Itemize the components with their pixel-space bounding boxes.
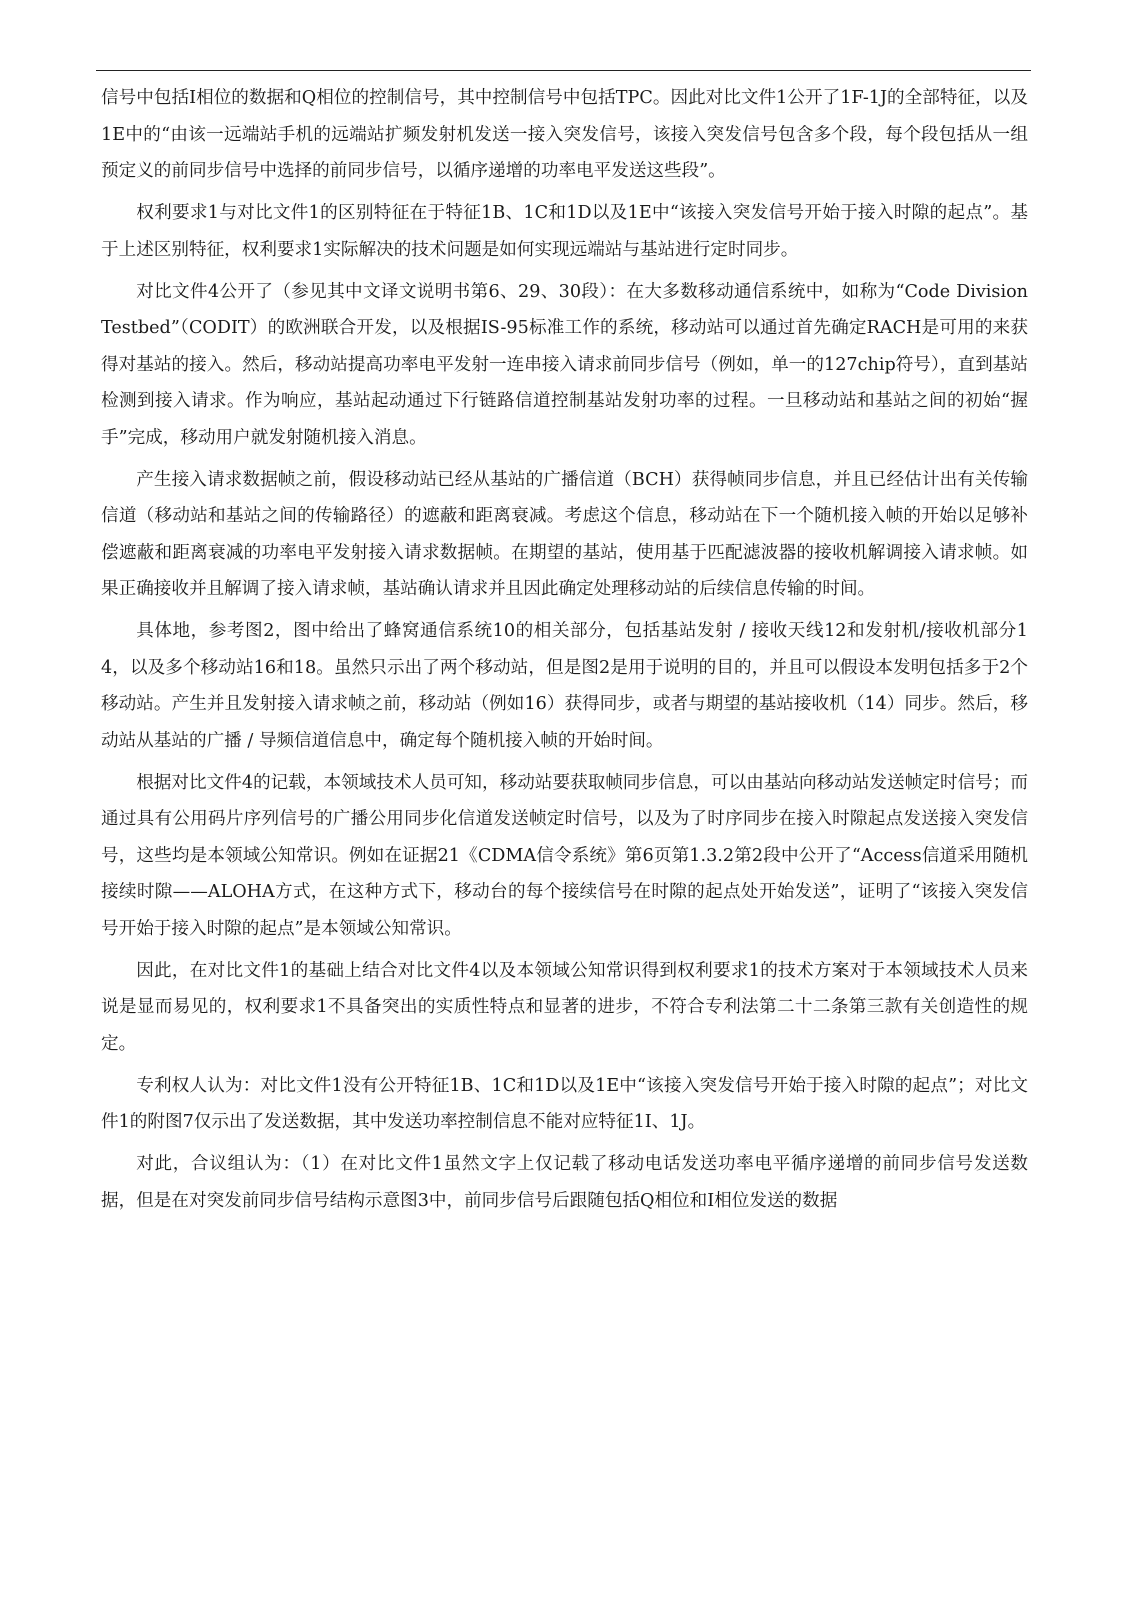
paragraph-5: 具体地，参考图2，图中给出了蜂窝通信系统10的相关部分，包括基站发射 / 接收天线12和发射机/接收机部分14，以及多个移动站16和18。虽然只示出了两个移动站，但是图2是用于说明的目的，并且可以假设本发明包括多于2个移动站。产生并且发射接入请求帧之前，移动站（例如16）获得同步，或者与期望的基站接收机（14）同步。然后，移动站从基站的广播 / 导频信道信息中，确定每个随机接入帧的开始时间。 [101,621,1028,751]
paragraph-9: 对此，合议组认为：（1）在对比文件1虽然文字上仅记载了移动电话发送功率电平循序递增的前同步信号发送数据，但是在对突发前同步信号结构示意图3中，前同步信号后跟随包括Q相位和I相位发送的数据 [101,1154,1028,1211]
paragraph-1: 信号中包括I相位的数据和Q相位的控制信号，其中控制信号中包括TPC。因此对比文件1公开了1F-1J的全部特征，以及1E中的“由该一远端站手机的远端站扩频发射机发送一接入突发信号，该接入突发信号包含多个段，每个段包括从一组预定义的前同步信号中选择的前同步信号，以循序递增的功率电平发送这些段”。 [101,88,1028,181]
paragraph-4: 产生接入请求数据帧之前，假设移动站已经从基站的广播信道（BCH）获得帧同步信息，并且已经估计出有关传输信道（移动站和基站之间的传输路径）的遮蔽和距离衰减。考虑这个信息，移动站在下一个随机接入帧的开始以足够补偿遮蔽和距离衰减的功率电平发射接入请求数据帧。在期望的基站，使用基于匹配滤波器的接收机解调接入请求帧。如果正确接收并且解调了接入请求帧，基站确认请求并且因此确定处理移动站的后续信息传输的时间。 [101,469,1028,599]
paragraph-3: 对比文件4公开了（参见其中文译文说明书第6、29、30段）：在大多数移动通信系统中，如称为“Code Division Testbed”（CODIT）的欧洲联合开发，以及根据IS-95标准工作的系统，移动站可以通过首先确定RACH是可用的来获得对基站的接入。然后，移动站提高功率电平发射一连串接入请求前同步信号（例如，单一的127chip符号），直到基站检测到接入请求。作为响应，基站起动通过下行链路信道控制基站发射功率的过程。一旦移动站和基站之间的初始“握手”完成，移动用户就发射随机接入消息。 [101,281,1028,448]
header-rule [96,70,1031,71]
paragraph-8: 专利权人认为：对比文件1没有公开特征1B、1C和1D以及1E中“该接入突发信号开始于接入时隙的起点”；对比文件1的附图7仅示出了发送数据，其中发送功率控制信息不能对应特征1I、1J。 [101,1075,1028,1132]
paragraph-6: 根据对比文件4的记载，本领域技术人员可知，移动站要获取帧同步信息，可以由基站向移动站发送帧定时信号；而通过具有公用码片序列信号的广播公用同步化信道发送帧定时信号，以及为了时序同步在接入时隙起点发送接入突发信号，这些均是本领域公知常识。例如在证据21《CDMA信令系统》第6页第1.3.2第2段中公开了“Access信道采用随机接续时隙——ALOHA方式，在这种方式下，移动台的每个接续信号在时隙的起点处开始发送”，证明了“该接入突发信号开始于接入时隙的起点”是本领域公知常识。 [101,772,1028,939]
body-text [101,80,1028,1225]
paragraph-7: 因此，在对比文件1的基础上结合对比文件4以及本领域公知常识得到权利要求1的技术方案对于本领域技术人员来说是显而易见的，权利要求1不具备突出的实质性特点和显著的进步，不符合专利法第二十二条第三款有关创造性的规定。 [101,960,1028,1054]
paragraph-2: 权利要求1与对比文件1的区别特征在于特征1B、1C和1D以及1E中“该接入突发信号开始于接入时隙的起点”。基于上述区别特征，权利要求1实际解决的技术问题是如何实现远端站与基站进行定时同步。 [101,203,1028,260]
